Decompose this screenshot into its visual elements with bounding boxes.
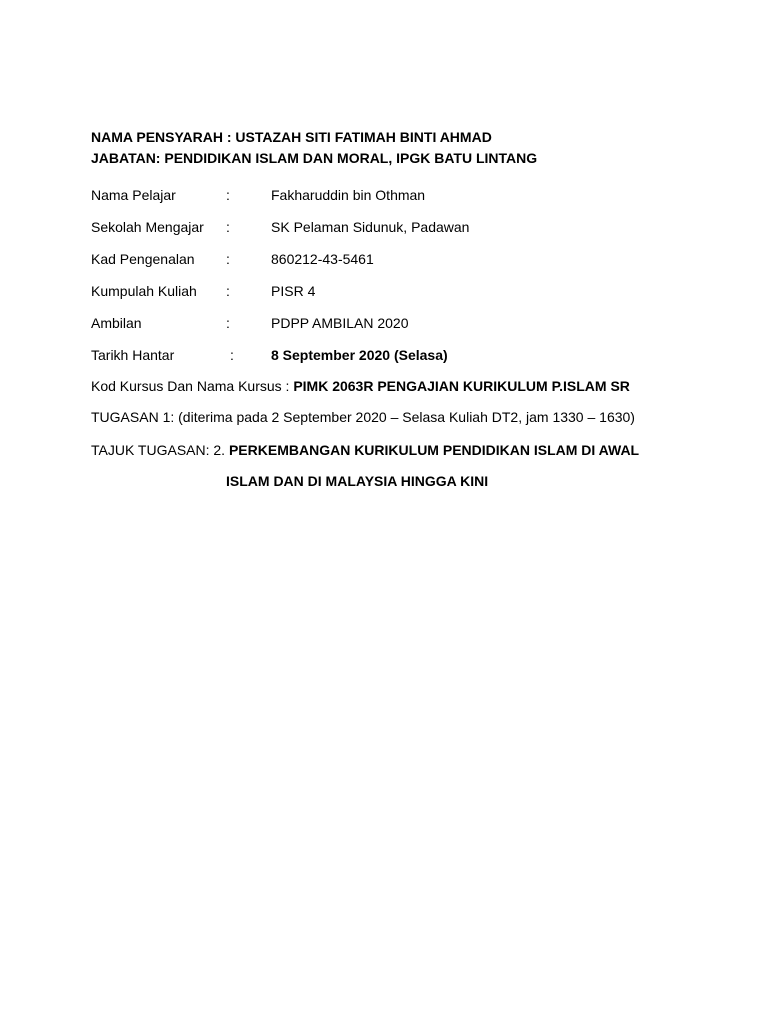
field-value: 860212-43-5461 [271,251,374,267]
field-colon: : [226,283,230,299]
course-label: Kod Kursus Dan Nama Kursus : [91,378,294,394]
field-colon: : [226,187,230,203]
assignment-title-line [91,441,639,459]
field-label: Sekolah Mengajar [91,219,204,235]
assignment-title-label: TAJUK TUGASAN: 2. [91,442,229,458]
field-label: Kad Pengenalan [91,251,195,267]
field-value: Fakharuddin bin Othman [271,187,426,203]
field-colon: : [226,315,230,331]
field-label: Kumpulah Kuliah [91,283,197,299]
field-colon: : [226,251,230,267]
field-colon: : [226,219,230,235]
field-label: Ambilan [91,315,142,331]
assignment-title-text-1: PERKEMBANGAN KURIKULUM PENDIDIKAN ISLAM DI AWAL [228,442,640,458]
lecturer-name: NAMA PENSYARAH : USTAZAH SITI FATIMAH BINTI AHMAD [91,129,492,145]
field-label: Tarikh Hantar [91,347,175,363]
department-name: JABATAN: PENDIDIKAN ISLAM DAN MORAL, IPGK BATU LINTANG [91,150,538,166]
field-value: PISR 4 [271,283,316,299]
course-value: PIMK 2063R PENGAJIAN KURIKULUM P.ISLAM SR [293,378,630,394]
field-colon: : [230,347,234,363]
field-value: SK Pelaman Sidunuk, Padawan [271,219,470,235]
course-line [91,377,630,395]
field-label: Nama Pelajar [91,187,176,203]
field-value: 8 September 2020 (Selasa) [271,347,448,363]
assignment-title-text-2: ISLAM DAN DI MALAYSIA HINGGA KINI [226,473,489,489]
field-value: PDPP AMBILAN 2020 [271,315,409,331]
assignment-line: TUGASAN 1: (diterima pada 2 September 2020 – Selasa Kuliah DT2, jam 1330 – 1630) [91,409,635,425]
